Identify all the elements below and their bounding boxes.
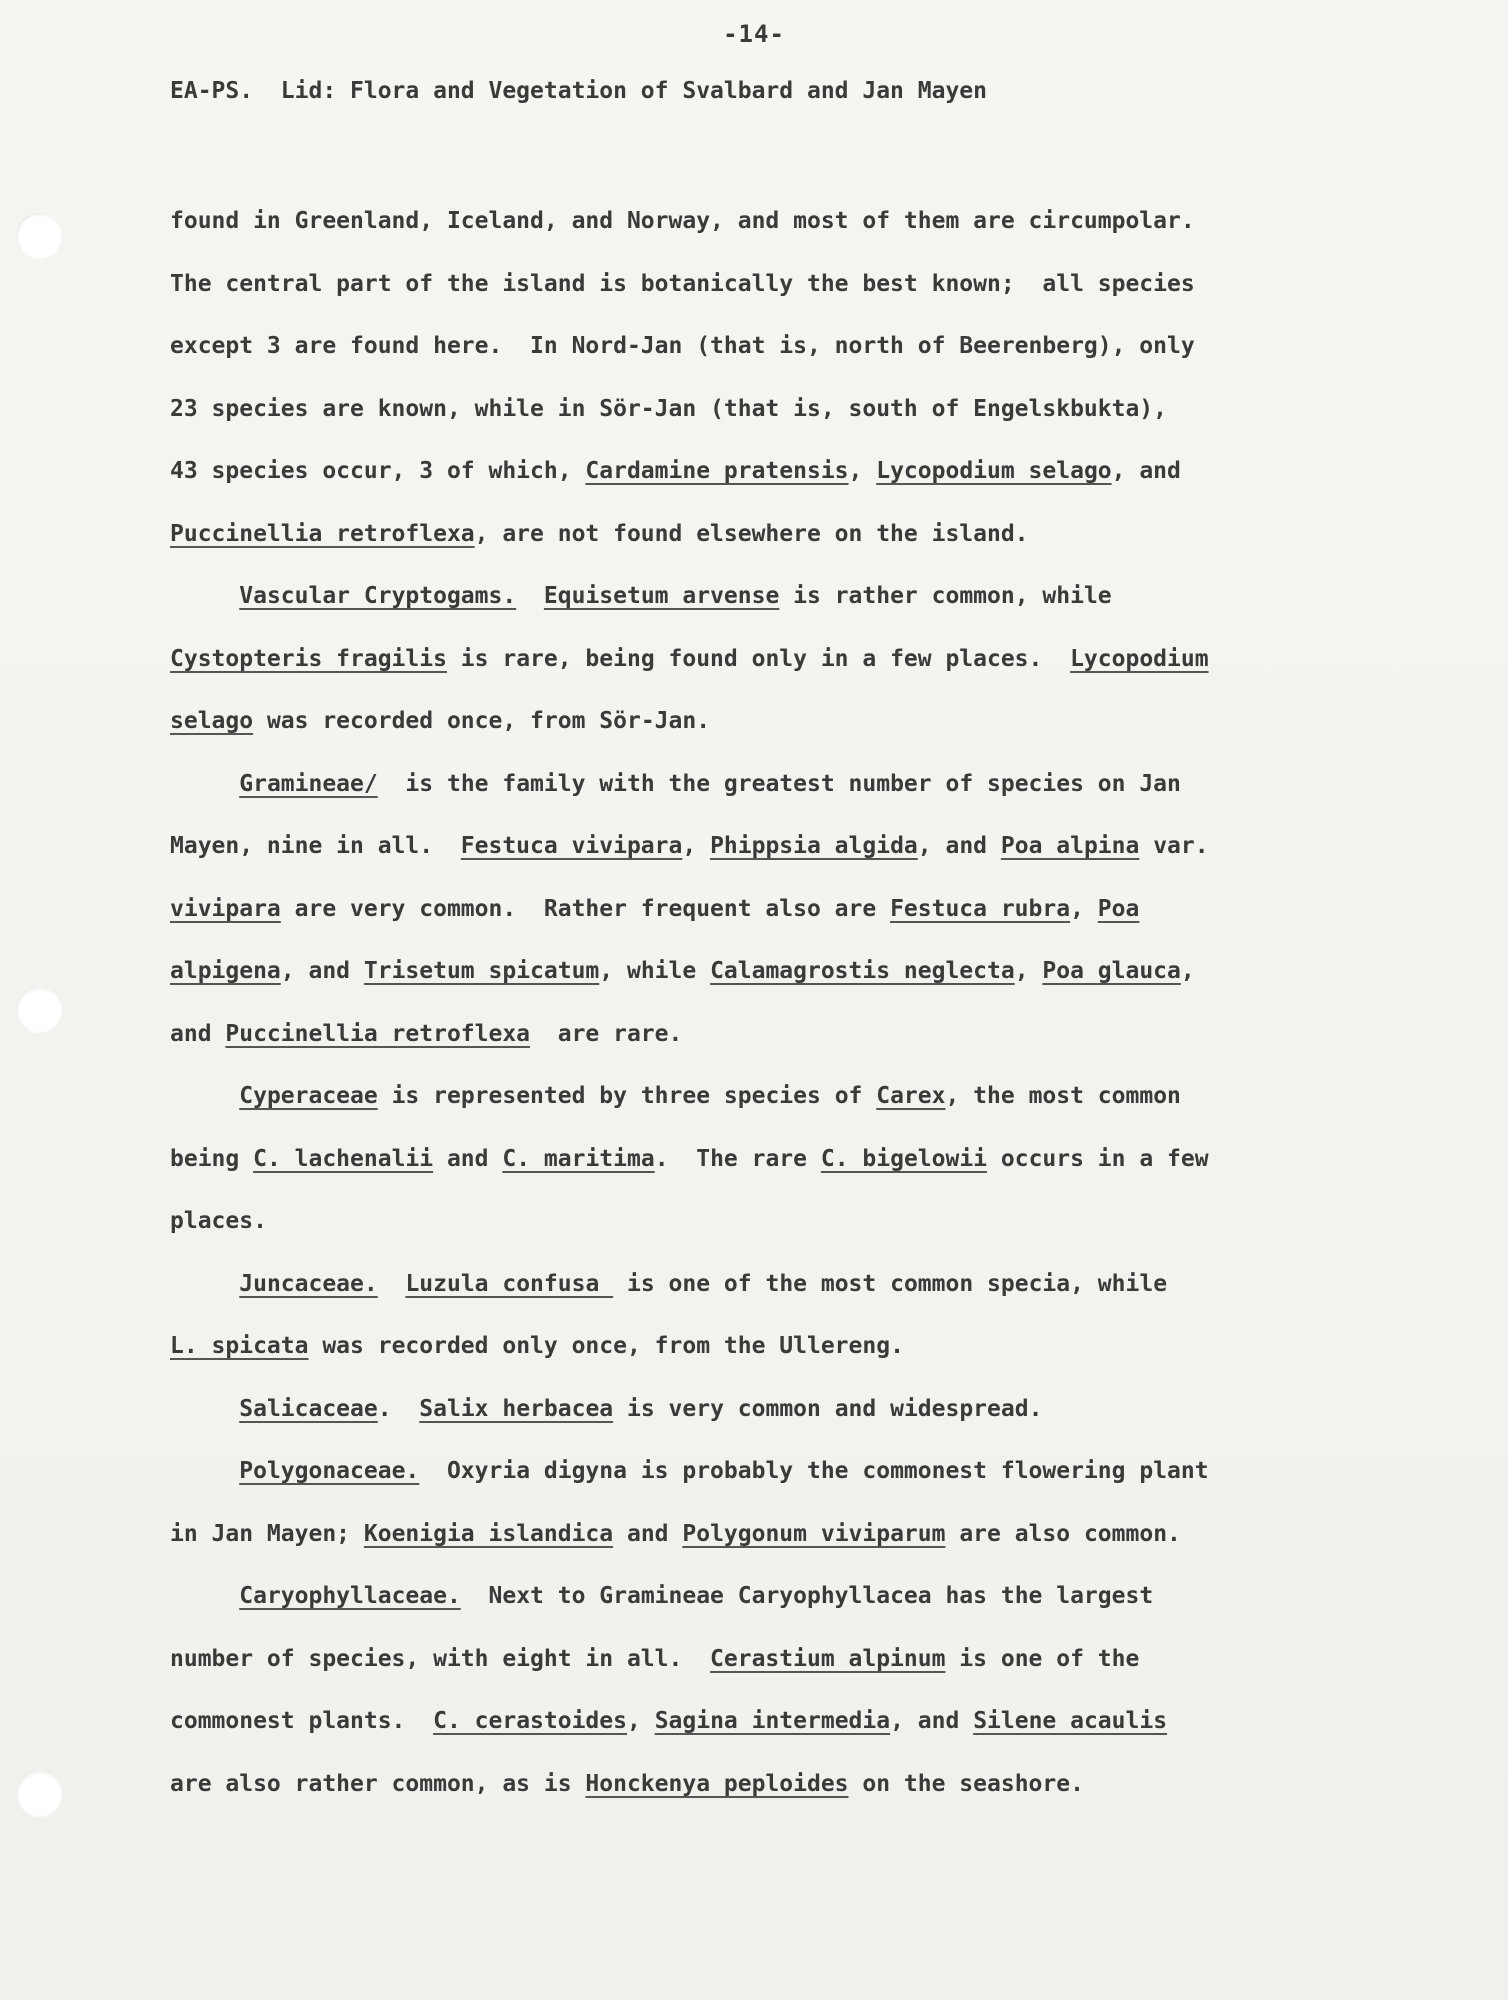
text-line <box>170 894 1139 924</box>
underlined-term: Gramineae/ <box>239 770 378 797</box>
underlined-term: Polygonum viviparum <box>682 1520 946 1547</box>
underlined-term: Carex <box>876 1083 946 1109</box>
text-run: Oxyria digyna is probably the commonest flowering plant <box>419 1458 1209 1484</box>
underlined-term: selago <box>170 708 254 734</box>
underlined-term: Poa glauca <box>1042 958 1181 984</box>
text-line <box>170 1769 1084 1799</box>
text-run: is one of the <box>945 1645 1140 1672</box>
text-run <box>170 1396 239 1422</box>
underlined-term: Polygonaceae. <box>239 1458 420 1484</box>
text-line <box>170 769 1181 799</box>
text-line <box>170 269 1195 299</box>
text-run: except 3 are found here. In Nord-Jan (that is, north of Beerenberg), only <box>170 333 1195 359</box>
text-line <box>170 1581 1153 1611</box>
punch-hole <box>16 213 62 259</box>
underlined-term: Puccinellia retroflexa <box>170 520 475 547</box>
text-run: is the family with the greatest number of species on Jan <box>377 770 1181 797</box>
text-line <box>170 644 1209 674</box>
underlined-term: C. lachenalii <box>253 1145 434 1172</box>
text-run <box>170 1083 239 1109</box>
text-run: . <box>377 1395 420 1422</box>
text-run: was recorded only once, from the Ullereng. <box>308 1333 904 1359</box>
text-run: , <box>1180 958 1195 984</box>
underlined-term: Cerastium alpinum <box>710 1645 946 1672</box>
text-line <box>170 331 1195 361</box>
underlined-term: Phippsia algida <box>710 833 918 859</box>
text-run: and <box>613 1520 683 1547</box>
underlined-term: Festuca vivipara <box>460 833 683 859</box>
text-run <box>170 1271 239 1297</box>
text-run: found in Greenland, Iceland, and Norway, and most of them are circumpolar. <box>170 208 1195 234</box>
text-run: is very common and widespread. <box>613 1395 1043 1422</box>
text-line <box>170 706 710 736</box>
underlined-term: Cyperaceae <box>239 1083 378 1109</box>
underlined-term: C. bigelowii <box>820 1145 988 1172</box>
text-run: is represented by three species of <box>377 1083 877 1109</box>
text-line <box>170 456 1181 486</box>
underlined-term: vivipara <box>170 895 281 922</box>
underlined-term: Caryophyllaceae. <box>239 1583 461 1609</box>
text-line <box>170 1394 1042 1424</box>
text-run: , <box>626 1708 655 1734</box>
text-line <box>170 1269 1167 1299</box>
page-number: -14- <box>723 20 785 48</box>
text-run: , <box>1014 958 1043 984</box>
text-run: are also rather common, as is <box>170 1770 586 1797</box>
text-run: are also common. <box>945 1520 1181 1547</box>
underlined-term: L. spicata <box>170 1333 309 1359</box>
underlined-term: Poa <box>1097 895 1140 922</box>
text-run: is one of the most common specia, while <box>613 1270 1168 1297</box>
text-run: , <box>682 833 711 859</box>
underlined-term: Poa alpina <box>1000 833 1140 859</box>
text-run: are rare. <box>530 1020 683 1047</box>
underlined-term: Sagina intermedia <box>654 1708 891 1734</box>
underlined-term: Lycopodium <box>1070 645 1209 672</box>
text-run: 43 species occur, 3 of which, <box>170 458 586 484</box>
underlined-term: C. cerastoides <box>433 1708 627 1734</box>
text-run: commonest plants. <box>170 1708 434 1734</box>
text-line <box>170 581 1112 611</box>
text-line <box>170 519 1029 549</box>
text-line <box>170 1331 904 1361</box>
underlined-term: Juncaceae. <box>239 1270 378 1297</box>
text-line <box>170 831 1209 861</box>
underlined-term: alpigena <box>170 958 281 984</box>
text-run: , <box>848 458 877 484</box>
text-run: are very common. Rather frequent also are <box>280 895 891 922</box>
text-run: , are not found elsewhere on the island. <box>474 520 1029 547</box>
text-run: , <box>1070 895 1098 922</box>
underlined-term: Honckenya peploides <box>585 1770 849 1797</box>
underlined-term: Cardamine pratensis <box>585 458 849 484</box>
text-run: places. <box>170 1208 267 1234</box>
underlined-term: Cystopteris fragilis <box>170 645 447 672</box>
text-run: , and <box>1111 458 1181 484</box>
underlined-term: Koenigia islandica <box>363 1520 614 1547</box>
underlined-term: Calamagrostis neglecta <box>710 958 1015 984</box>
text-run <box>516 583 544 609</box>
text-run: number of species, with eight in all. <box>170 1645 711 1672</box>
text-line <box>170 1081 1181 1111</box>
punch-hole <box>16 987 62 1033</box>
text-run: , while <box>599 958 711 984</box>
text-run: 23 species are known, while in Sör-Jan (that is, south of Engelskbukta), <box>170 395 1167 422</box>
text-run: being <box>170 1145 254 1172</box>
text-run: . The rare <box>654 1145 821 1172</box>
text-run: is rather common, while <box>779 583 1112 609</box>
underlined-term: Lycopodium selago <box>876 458 1112 484</box>
text-run: is rare, being found only in a few places. <box>446 645 1071 672</box>
text-run: occurs in a few <box>987 1145 1209 1172</box>
text-run <box>170 771 239 797</box>
text-run <box>378 1271 406 1297</box>
text-line <box>170 394 1167 424</box>
text-line <box>170 1706 1167 1736</box>
text-run: The central part of the island is botanically the best known; all species <box>170 270 1195 297</box>
text-line <box>170 206 1195 236</box>
underlined-term: C. maritima <box>502 1145 655 1172</box>
underlined-term: Festuca rubra <box>890 895 1071 922</box>
text-run: and <box>170 1020 226 1047</box>
text-line <box>170 1519 1181 1549</box>
underlined-term: Silene acaulis <box>973 1708 1168 1734</box>
text-run: Mayen, nine in all. <box>170 833 461 859</box>
underlined-term: Salix herbacea <box>419 1395 614 1422</box>
text-line <box>170 1144 1209 1174</box>
text-line <box>170 1019 682 1049</box>
text-line <box>170 1456 1209 1486</box>
text-run: was recorded once, from Sör-Jan. <box>253 708 711 734</box>
underlined-term: Puccinellia retroflexa <box>225 1020 531 1047</box>
underlined-term: Salicaceae <box>239 1395 378 1422</box>
document-header: EA-PS. Lid: Flora and Vegetation of Svalbard and Jan Mayen <box>170 78 987 104</box>
text-run <box>170 1458 239 1484</box>
text-line <box>170 956 1195 986</box>
text-run: Next to Gramineae Caryophyllacea has the largest <box>460 1583 1154 1609</box>
punch-hole <box>16 1771 62 1817</box>
text-run: on the seashore. <box>848 1770 1084 1797</box>
text-run: , and <box>890 1708 974 1734</box>
text-line <box>170 1206 267 1236</box>
underlined-term: Equisetum arvense <box>543 583 780 609</box>
underlined-term: Trisetum spicatum <box>363 958 600 984</box>
underlined-term: Vascular Cryptogams. <box>239 583 517 609</box>
text-run <box>170 1583 239 1609</box>
text-run <box>170 583 239 609</box>
text-run: and <box>433 1145 503 1172</box>
text-run: , and <box>917 833 1001 859</box>
text-line <box>170 1644 1139 1674</box>
text-run: , and <box>280 958 364 984</box>
text-run: , the most common <box>945 1083 1181 1109</box>
text-run: in Jan Mayen; <box>170 1520 364 1547</box>
underlined-term: Luzula confusa <box>405 1270 614 1297</box>
text-run: var. <box>1139 833 1209 859</box>
